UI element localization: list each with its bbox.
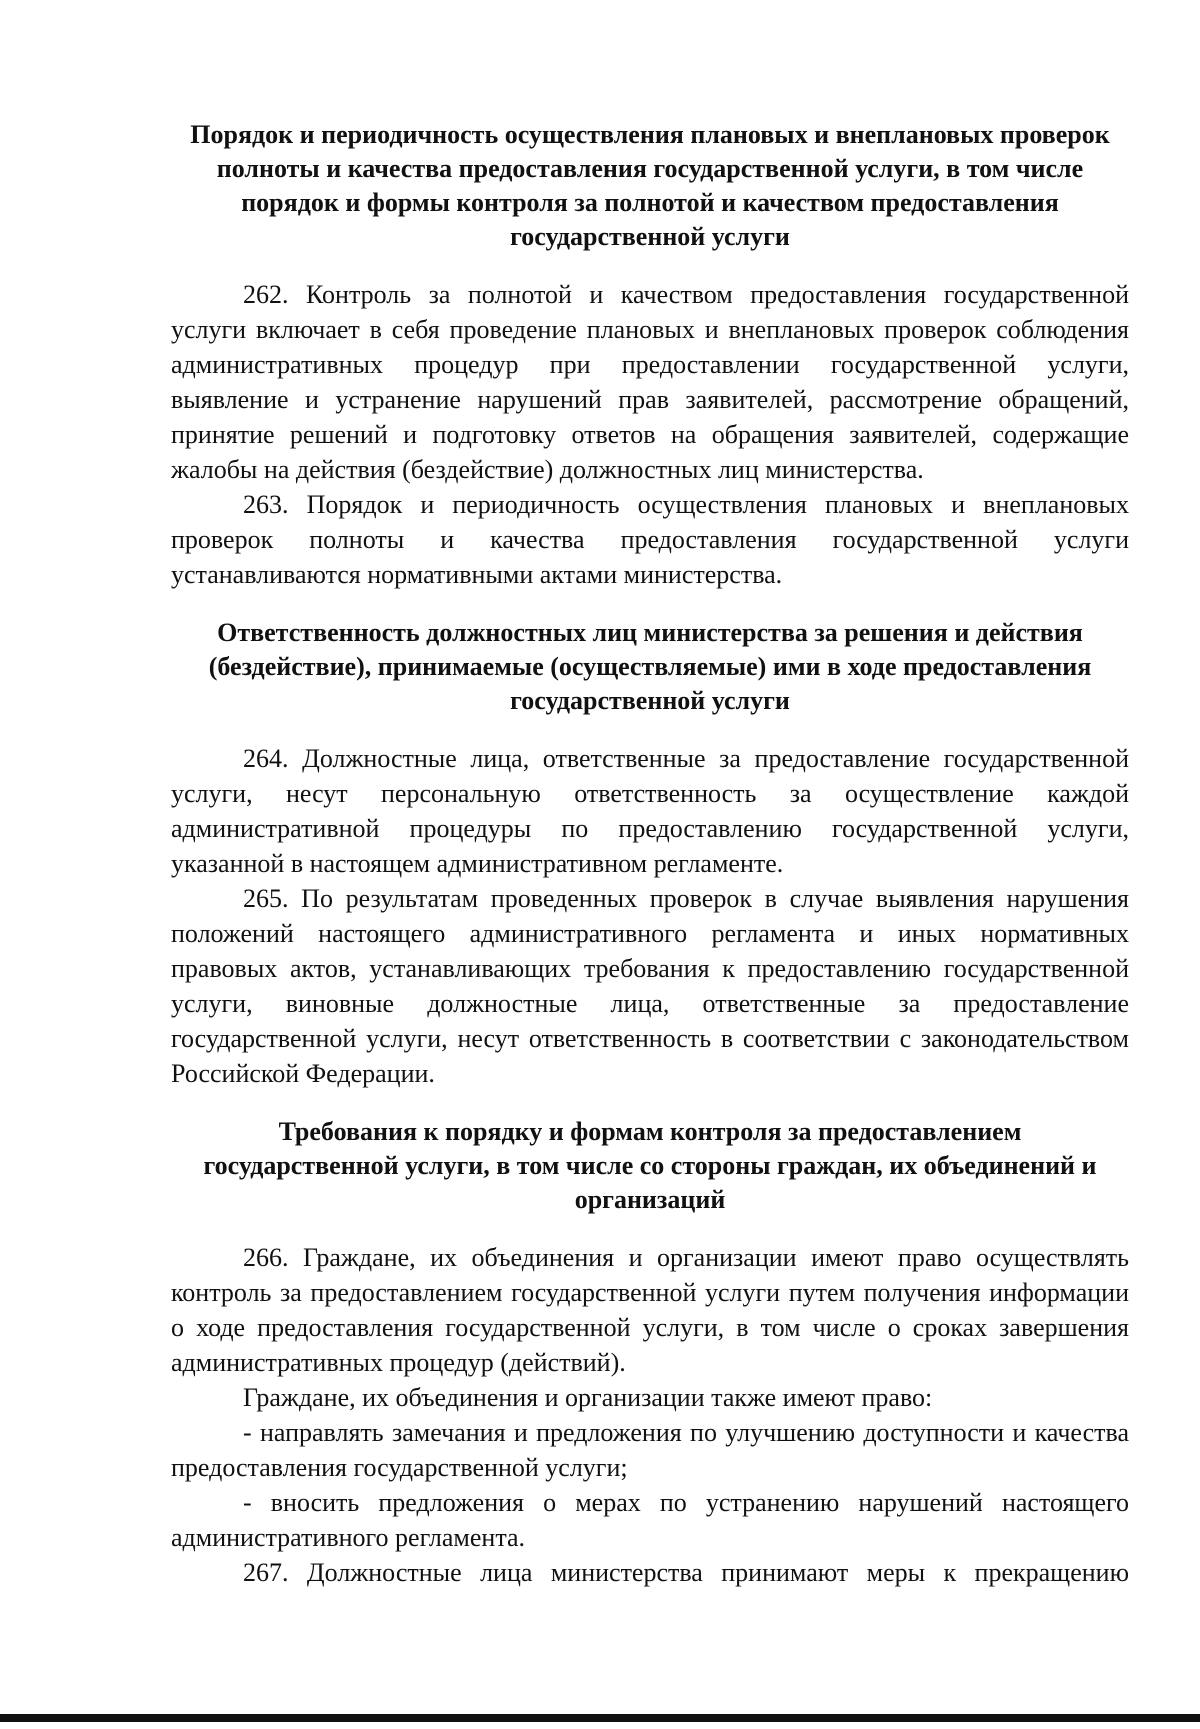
paragraph-264: 264. Должностные лица, ответственные за предоставление государственной услуги, несут персональную ответственность за осуществление каждой административной процедуры по предоставлению государственной услуги, указанной в настоящем административном регламенте. xyxy=(171,744,1129,878)
heading-line: Ответственность должностных лиц министерства за решения и действия xyxy=(217,618,1083,647)
heading-line: (бездействие), принимаемые (осуществляемые) ими в ходе предоставления xyxy=(208,652,1092,681)
paragraph-citizens-rights: Граждане, их объединения и организации также имеют право: xyxy=(243,1383,933,1412)
document-page xyxy=(171,118,1129,1590)
heading-line: Требования к порядку и формам контроля за предоставлением xyxy=(278,1117,1022,1146)
heading-line: полноты и качества предоставления государственной услуги, в том числе xyxy=(216,154,1084,183)
paragraph-262: 262. Контроль за полнотой и качеством предоставления государственной услуги включает в себя проведение плановых и внеплановых проверок соблюдения административных процедур при предоставлении государственной услуги, выявление и устранение нарушений прав заявителей, рассмотрение обращений, принятие решений и подготовку ответов на обращения заявителей, содержащие жалобы на действия (бездействие) должностных лиц министерства. xyxy=(171,280,1129,484)
paragraph-263: 263. Порядок и периодичность осуществления плановых и внеплановых проверок полноты и качества предоставления государственной услуги устанавливаются нормативными актами министерства. xyxy=(171,490,1129,589)
heading-line: государственной услуги xyxy=(510,222,790,251)
heading-line: Порядок и периодичность осуществления плановых и внеплановых проверок xyxy=(190,120,1110,149)
heading-line: организаций xyxy=(574,1185,726,1214)
paragraph-265: 265. По результатам проведенных проверок в случае выявления нарушения положений настоящего административного регламента и иных нормативных правовых актов, устанавливающих требования к предоставлению государственной услуги, виновные должностные лица, ответственные за предоставление государственной услуги, несут ответственность в соответствии с законодательством Российской Федерации. xyxy=(171,884,1129,1088)
heading-line: порядок и формы контроля за полнотой и качеством предоставления xyxy=(241,188,1059,217)
heading-line: государственной услуги xyxy=(510,686,790,715)
heading-line: государственной услуги, в том числе со стороны граждан, их объединений и xyxy=(203,1151,1097,1180)
list-item-proposals: - вносить предложения о мерах по устранению нарушений настоящего административного регламента. xyxy=(171,1488,1129,1552)
paragraph-267: 267. Должностные лица министерства принимают меры к прекращению xyxy=(243,1558,1129,1587)
section-heading-control-procedure xyxy=(171,118,1129,254)
list-item-remarks: - направлять замечания и предложения по улучшению доступности и качества предоставления государственной услуги; xyxy=(171,1418,1129,1482)
section-heading-officials-responsibility xyxy=(171,616,1129,718)
page-bottom-rule xyxy=(0,1714,1200,1722)
paragraph-266: 266. Граждане, их объединения и организации имеют право осуществлять контроль за предоставлением государственной услуги путем получения информации о ходе предоставления государственной услуги, в том числе о сроках завершения административных процедур (действий). xyxy=(171,1243,1129,1377)
section-heading-control-requirements xyxy=(171,1115,1129,1217)
